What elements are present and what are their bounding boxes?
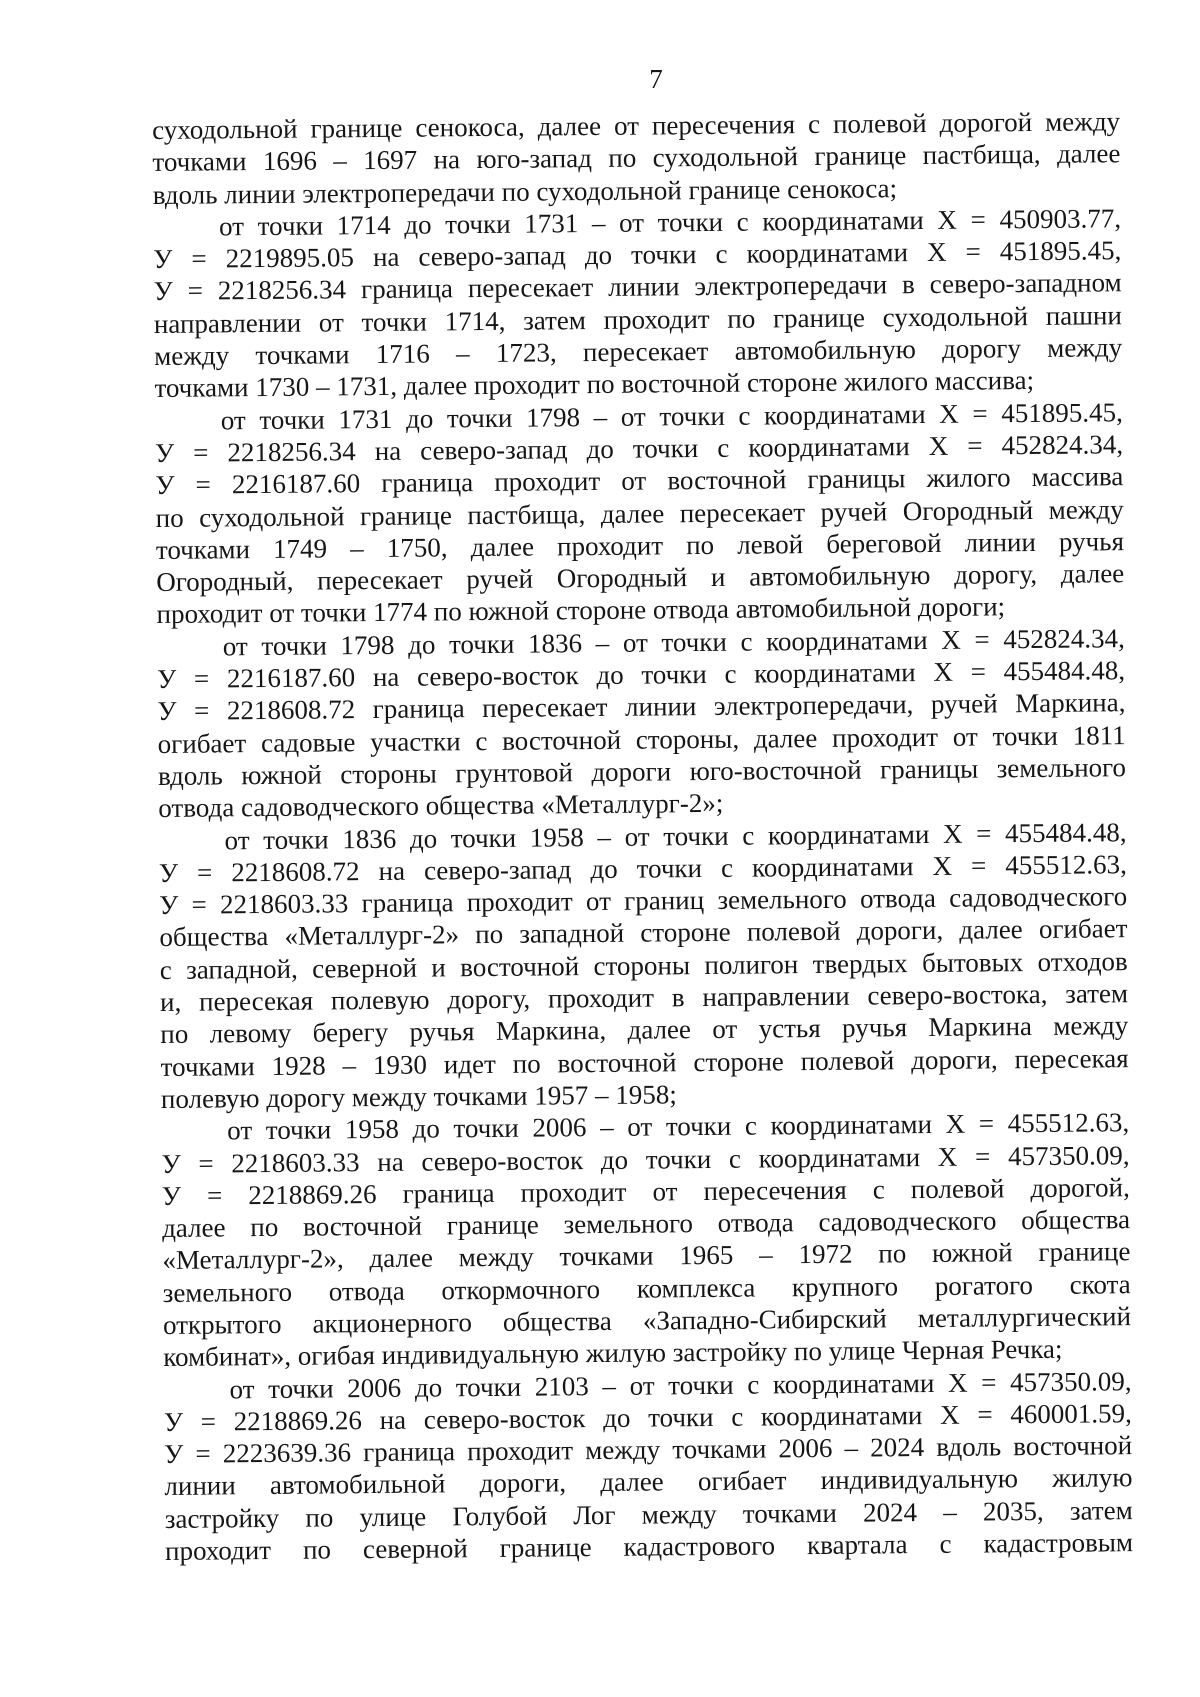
text-line: У = 2218256.34 граница пересекает линии электропередачи в северо-западном [153, 267, 1122, 307]
text-line: по левому берегу ручья Маркина, далее от устья ручья Маркина между [160, 1010, 1129, 1050]
text-line: от точки 1798 до точки 1836 – от точки с координатами Х = 452824.34, [222, 622, 1125, 662]
text-line: У = 2219895.05 на северо-запад до точки с координатами Х = 451895.45, [153, 235, 1122, 275]
text-line: линии автомобильной дороги, далее огибает индивидуальную жилую [164, 1462, 1133, 1502]
text-line: У = 2218603.33 на северо-восток до точки с координатами Х = 457350.09, [161, 1139, 1130, 1179]
page-number: 7 [649, 64, 663, 94]
text-line: У = 2218869.26 граница проходит от пересечения с полевой дорогой, [161, 1171, 1130, 1211]
text-line: по суходольной границе пастбища, далее пересекает ручей Огородный между [155, 493, 1124, 533]
text-line: вдоль южной стороны грунтовой дороги юго-восточной границы земельного [157, 752, 1127, 791]
text-line: направлении от точки 1714, затем проходит по границе суходольной пашни [153, 299, 1123, 339]
text-line: проходит по северной границе кадастрового квартала с кадастровым [164, 1527, 1134, 1567]
text-line: земельного отвода откормочного комплекса крупного рогатого скота [162, 1268, 1131, 1308]
text-line: между точками 1716 – 1723, пересекает автомобильную дорогу между [154, 332, 1123, 372]
text-line: вдоль линии электропередачи по суходольной границе сенокоса; [152, 172, 898, 210]
text-line: полевую дорогу между точками 1957 – 1958; [160, 1079, 677, 1114]
text-line: застройку по улице Голубой Лог между точками 2024 – 2035, затем [164, 1494, 1133, 1534]
text-line: У = 2216187.60 граница проходит от восточной границы жилого массива [155, 461, 1124, 501]
text-line: комбинат», огибая индивидуальную жилую застройку по улице Черная Речка; [163, 1334, 1063, 1373]
text-line: отвода садоводческого общества «Металлург-2»; [158, 788, 724, 824]
text-line: У = 2218256.34 на северо-запад до точки с координатами Х = 452824.34, [154, 429, 1124, 468]
text-line: от точки 1714 до точки 1731 – от точки с координатами Х = 450903.77, [218, 203, 1122, 242]
text-line: общества «Металлург-2» по западной стороне полевой дороги, далее огибает [159, 913, 1128, 953]
text-line: точками 1928 – 1930 идет по восточной стороне полевой дороги, пересекая [160, 1042, 1129, 1082]
text-line: суходольной границе сенокоса, далее от пересечения с полевой дорогой между [152, 106, 1121, 145]
text-line: точками 1696 – 1697 на юго-запад по суходольной границе пастбища, далее [152, 138, 1121, 178]
text-line: «Металлург-2», далее между точками 1965 – 1972 по южной границе [162, 1236, 1131, 1276]
text-line: У = 2218869.26 на северо-восток до точки с координатами Х = 460001.59, [163, 1398, 1132, 1437]
text-line: проходит от точки 1774 по южной стороне отвода автомобильной дороги; [156, 591, 1006, 630]
text-line: и, пересекая полевую дорогу, проходит в направлении северо-востока, затем [159, 978, 1129, 1017]
text-line: точками 1749 – 1750, далее проходит по левой береговой линии ручья [155, 526, 1125, 565]
text-line: от точки 1958 до точки 2006 – от точки с координатами Х = 455512.63, [227, 1107, 1130, 1146]
text-line: У = 2223639.36 граница проходит между точками 2006 – 2024 вдоль восточной [164, 1430, 1133, 1470]
text-line: от точки 1731 до точки 1798 – от точки с координатами Х = 451895.45, [220, 396, 1123, 436]
text-line: от точки 1836 до точки 1958 – от точки с координатами Х = 455484.48, [224, 816, 1127, 855]
text-line: У = 2216187.60 на северо-восток до точки с координатами Х = 455484.48, [156, 655, 1126, 695]
text-line: огибает садовые участки с восточной стороны, далее проходит от точки 1811 [157, 719, 1126, 759]
text-line: далее по восточной границе земельного отвода садоводческого общества [161, 1204, 1131, 1244]
text-line: с западной, северной и восточной стороны полигон твердых бытовых отходов [159, 945, 1128, 985]
text-line: У = 2218603.33 граница проходит от границ земельного отвода садоводческого [159, 881, 1128, 921]
text-line: открытого акционерного общества «Западно-Сибирский металлургический [162, 1301, 1132, 1340]
text-line: Огородный, пересекает ручей Огородный и автомобильную дорогу, далее [156, 558, 1125, 598]
text-line: У = 2218608.72 на северо-запад до точки с координатами Х = 455512.63, [158, 849, 1127, 888]
text-line: У = 2218608.72 граница пересекает линии электропередачи, ручей Маркина, [157, 687, 1126, 727]
text-line: от точки 2006 до точки 2103 – от точки с координатами Х = 457350.09, [229, 1365, 1132, 1404]
document-body [152, 105, 1133, 1567]
text-line: точками 1730 – 1731, далее проходит по восточной стороне жилого массива; [154, 365, 1035, 404]
